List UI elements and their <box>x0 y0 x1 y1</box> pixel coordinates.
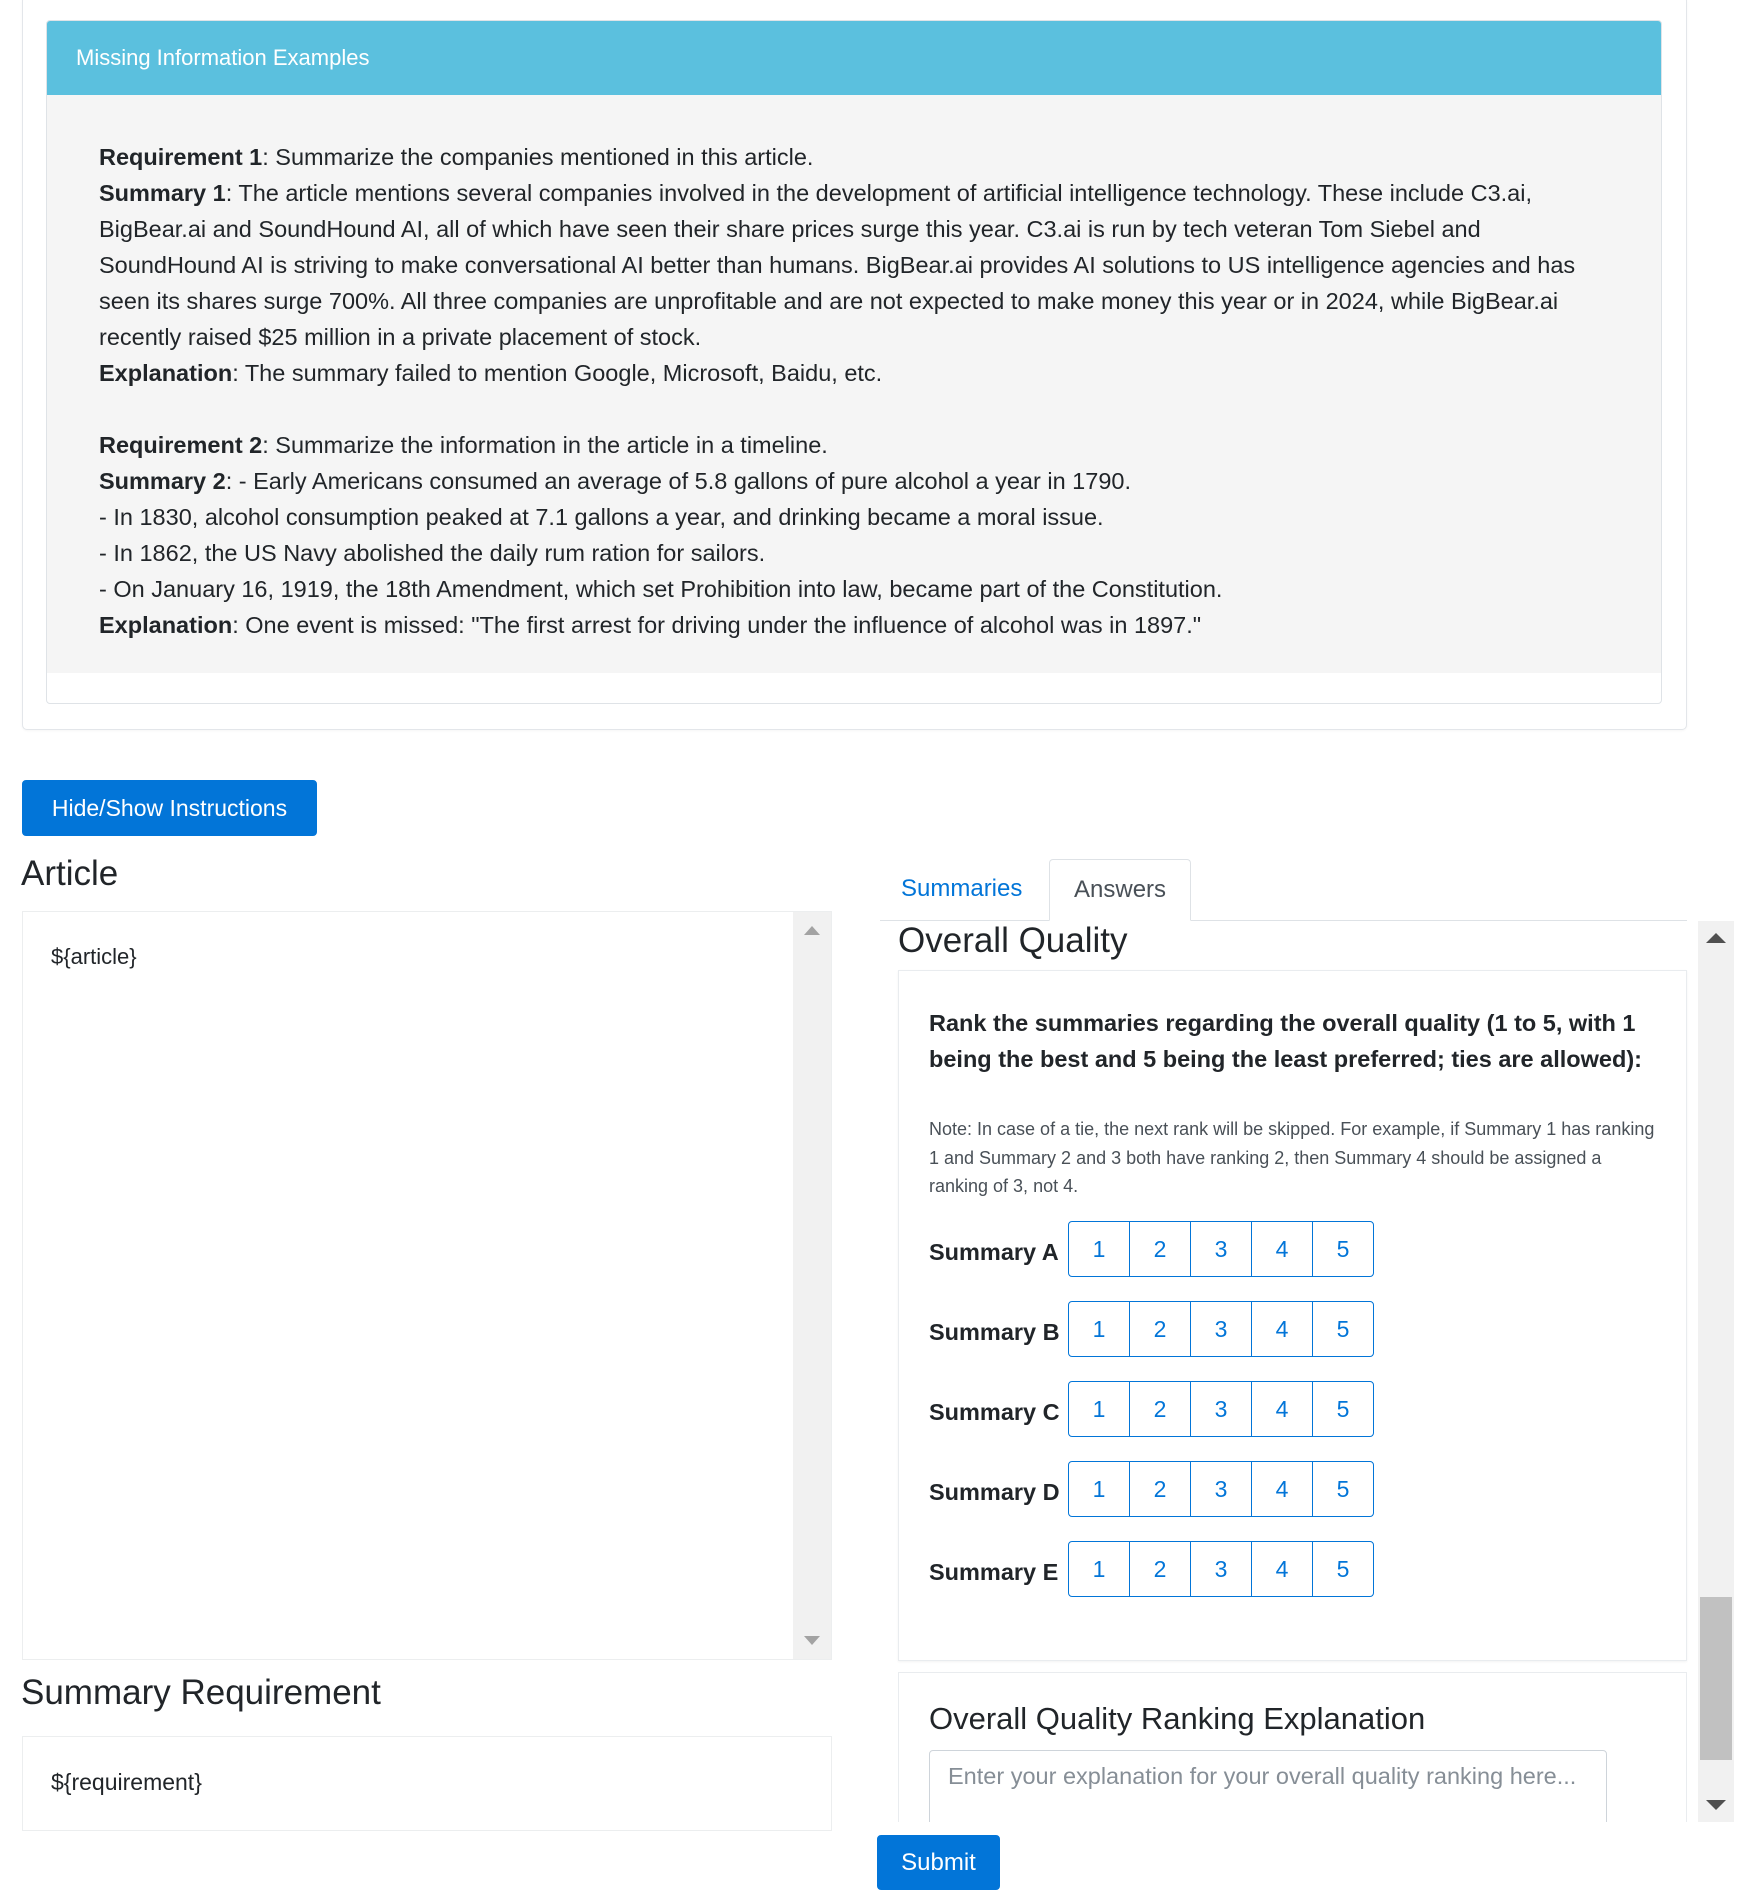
rank-2-button[interactable]: 2 <box>1129 1461 1191 1517</box>
explanation-title: Overall Quality Ranking Explanation <box>929 1701 1426 1736</box>
example-1-requirement <box>99 139 1609 175</box>
rank-3-button[interactable]: 3 <box>1190 1461 1252 1517</box>
panel-body <box>47 95 1661 673</box>
explanation-textarea[interactable] <box>929 1750 1607 1822</box>
summary-text: : The article mentions several companies involved in the development of artificial intelligence technology. These include C3.ai, BigBear.ai and SoundHound AI, all of which have seen their share prices surge this year. C3.ai is run by tech veteran Tom Siebel and SoundHound AI is striving to make conversational AI better than humans. BigBear.ai provides AI solutions to US intelligence agencies and has seen its shares surge 700%. All three companies are unprofitable and are not expected to make money this year or in 2024, while BigBear.ai recently raised $25 million in a private placement of stock. <box>99 180 1576 350</box>
overall-quality-title: Overall Quality <box>898 921 1128 960</box>
example-1-summary <box>99 175 1609 355</box>
requirement-label: Requirement 2 <box>99 432 263 458</box>
rank-row-summary-d <box>929 1461 1669 1517</box>
scroll-up-arrow-icon[interactable] <box>1706 933 1726 943</box>
rank-1-button[interactable]: 1 <box>1068 1221 1130 1277</box>
requirement-content: ${requirement} <box>51 1769 202 1795</box>
rank-button-group <box>1068 1221 1379 1277</box>
rank-4-button[interactable]: 4 <box>1251 1221 1313 1277</box>
rank-row-label: Summary A <box>929 1239 1059 1265</box>
summary-label: Summary 1 <box>99 180 226 206</box>
example-2-summary <box>99 463 1609 499</box>
article-box[interactable] <box>22 911 832 1660</box>
rank-row-summary-e <box>929 1541 1669 1597</box>
rank-button-group <box>1068 1381 1379 1437</box>
rank-4-button[interactable]: 4 <box>1251 1461 1313 1517</box>
scroll-up-arrow-icon[interactable] <box>804 926 820 935</box>
rank-row-label: Summary B <box>929 1319 1060 1345</box>
ranking-card <box>898 970 1687 1661</box>
rank-button-group <box>1068 1301 1379 1357</box>
tab-answers[interactable]: Answers <box>1049 859 1191 921</box>
rank-5-button[interactable]: 5 <box>1312 1221 1374 1277</box>
summary-requirement-heading: Summary Requirement <box>21 1673 381 1712</box>
rank-5-button[interactable]: 5 <box>1312 1461 1374 1517</box>
timeline-line: - In 1830, alcohol consumption peaked at 7.1 gallons a year, and drinking became a moral issue. <box>99 504 1104 530</box>
rank-row-summary-b <box>929 1301 1669 1357</box>
requirement-label: Requirement 1 <box>99 144 263 170</box>
scroll-down-arrow-icon[interactable] <box>1706 1800 1726 1810</box>
rank-3-button[interactable]: 3 <box>1190 1541 1252 1597</box>
example-2-explanation <box>99 607 1609 643</box>
explanation-card <box>898 1672 1687 1822</box>
rank-row-label: Summary C <box>929 1399 1060 1425</box>
rank-1-button[interactable]: 1 <box>1068 1541 1130 1597</box>
ranking-question: Rank the summaries regarding the overall quality (1 to 5, with 1 being the best and 5 being the least preferred; ties are allowed): <box>929 1010 1642 1072</box>
rank-button-group <box>1068 1461 1379 1517</box>
requirement-text: : Summarize the companies mentioned in this article. <box>262 144 814 170</box>
rank-2-button[interactable]: 2 <box>1129 1381 1191 1437</box>
timeline-line: - In 1862, the US Navy abolished the daily rum ration for sailors. <box>99 540 766 566</box>
answers-pane <box>880 921 1730 1822</box>
requirement-box <box>22 1736 832 1831</box>
rank-1-button[interactable]: 1 <box>1068 1301 1130 1357</box>
rank-row-summary-a <box>929 1221 1669 1277</box>
rank-1-button[interactable]: 1 <box>1068 1381 1130 1437</box>
rank-row-label: Summary D <box>929 1479 1060 1505</box>
rank-2-button[interactable]: 2 <box>1129 1221 1191 1277</box>
rank-4-button[interactable]: 4 <box>1251 1541 1313 1597</box>
example-1-explanation <box>99 355 1609 391</box>
explanation-label: Explanation <box>99 360 233 386</box>
article-heading: Article <box>21 854 119 893</box>
rank-1-button[interactable]: 1 <box>1068 1461 1130 1517</box>
rank-row-label: Summary E <box>929 1559 1059 1585</box>
panel-heading: Missing Information Examples <box>47 21 1661 95</box>
tab-summaries[interactable]: Summaries <box>901 875 1023 902</box>
submit-button[interactable]: Submit <box>877 1835 1000 1890</box>
scrollbar-thumb[interactable] <box>1700 1597 1732 1760</box>
summary-label: Summary 2 <box>99 468 226 494</box>
rank-2-button[interactable]: 2 <box>1129 1541 1191 1597</box>
hide-show-instructions-button[interactable]: Hide/Show Instructions <box>22 780 317 836</box>
rank-5-button[interactable]: 5 <box>1312 1301 1374 1357</box>
rank-row-summary-c <box>929 1381 1669 1437</box>
explanation-text: : The summary failed to mention Google, Microsoft, Baidu, etc. <box>232 360 883 386</box>
scroll-down-arrow-icon[interactable] <box>804 1636 820 1645</box>
rank-2-button[interactable]: 2 <box>1129 1301 1191 1357</box>
ranking-note: Note: In case of a tie, the next rank will be skipped. For example, if Summary 1 has ranking 1 and Summary 2 and 3 both have ranking 2, then Summary 4 should be assigned a ranking of 3, not 4. <box>929 1119 1655 1196</box>
requirement-text: : Summarize the information in the article in a timeline. <box>262 432 828 458</box>
rank-3-button[interactable]: 3 <box>1190 1381 1252 1437</box>
rank-3-button[interactable]: 3 <box>1190 1301 1252 1357</box>
article-content: ${article} <box>51 944 137 969</box>
missing-info-panel <box>46 20 1662 704</box>
answers-scrollbar[interactable] <box>1698 921 1734 1822</box>
summary-text: : - Early Americans consumed an average of 5.8 gallons of pure alcohol a year in 1790. <box>225 468 1131 494</box>
rank-5-button[interactable]: 5 <box>1312 1381 1374 1437</box>
explanation-text: : One event is missed: "The first arrest for driving under the influence of alcohol was in 1897." <box>232 612 1202 638</box>
rank-4-button[interactable]: 4 <box>1251 1381 1313 1437</box>
rank-3-button[interactable]: 3 <box>1190 1221 1252 1277</box>
article-scrollbar[interactable] <box>793 912 831 1659</box>
example-2-requirement <box>99 427 1609 463</box>
rank-4-button[interactable]: 4 <box>1251 1301 1313 1357</box>
explanation-label: Explanation <box>99 612 233 638</box>
timeline-line: - On January 16, 1919, the 18th Amendment, which set Prohibition into law, became part of the Constitution. <box>99 576 1223 602</box>
rank-button-group <box>1068 1541 1379 1597</box>
rank-5-button[interactable]: 5 <box>1312 1541 1374 1597</box>
